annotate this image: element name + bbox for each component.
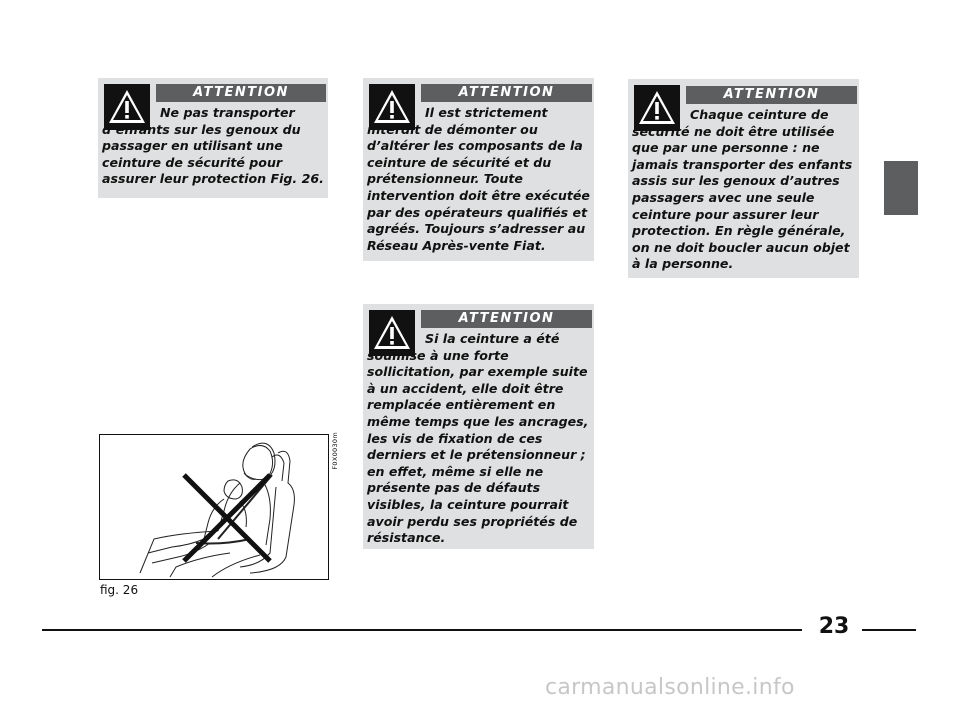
warning-text: Ne pas transporter d’enfants sur les genoux du passager en utilisant une ceinture de sécurité pour assurer leur protection Fig. 26. — [102, 105, 324, 187]
warning-text: Il est strictement interdit de démonter ou d’altérer les composants de la ceinture de sécurité et du prétensionneur. Toute intervention doit être exécutée par des opérateurs qualifiés et agréés. Toujours s’adresser au Réseau Après-vente Fiat. — [367, 105, 590, 253]
warning-box-2 — [363, 78, 594, 261]
seat-child-lap-drawing — [100, 435, 328, 579]
section-tab-marker — [884, 161, 918, 215]
warning-header: ATTENTION — [686, 86, 857, 104]
warning-header: ATTENTION — [421, 310, 592, 328]
footer-rule-left — [42, 629, 802, 631]
footer-rule-right — [862, 629, 916, 631]
watermark-text: carmanualsonline.info — [545, 675, 795, 700]
figure-caption: fig. 26 — [100, 583, 139, 597]
warning-header: ATTENTION — [421, 84, 592, 102]
warning-text: Si la ceinture a été soumise à une forte sollicitation, par exemple suite à un accident, elle doit être remplacée entièrement en même temps que les ancrages, les vis de fixation de ces derniers et le prétensionneur ; en effet, même si elle ne présente pas de défauts visibles, la ceinture pourrait avoir perdu ses propriétés de résistance. — [367, 331, 589, 546]
page-number: 23 — [818, 614, 850, 639]
warning-text: Chaque ceinture de sécurité ne doit être utilisée que par une personne : ne jamais transporter des enfants assis sur les genoux d’autres passagers avec une seule ceinture pour assurer leur protection. En règle générale, on ne doit boucler aucun objet à la personne. — [632, 107, 853, 272]
warning-box-3 — [628, 79, 859, 278]
figure-code: F0X0030m — [331, 432, 339, 470]
figure-26-illustration — [99, 434, 329, 580]
warning-box-4 — [363, 304, 594, 549]
warning-header: ATTENTION — [156, 84, 326, 102]
warning-box-1 — [98, 78, 328, 198]
